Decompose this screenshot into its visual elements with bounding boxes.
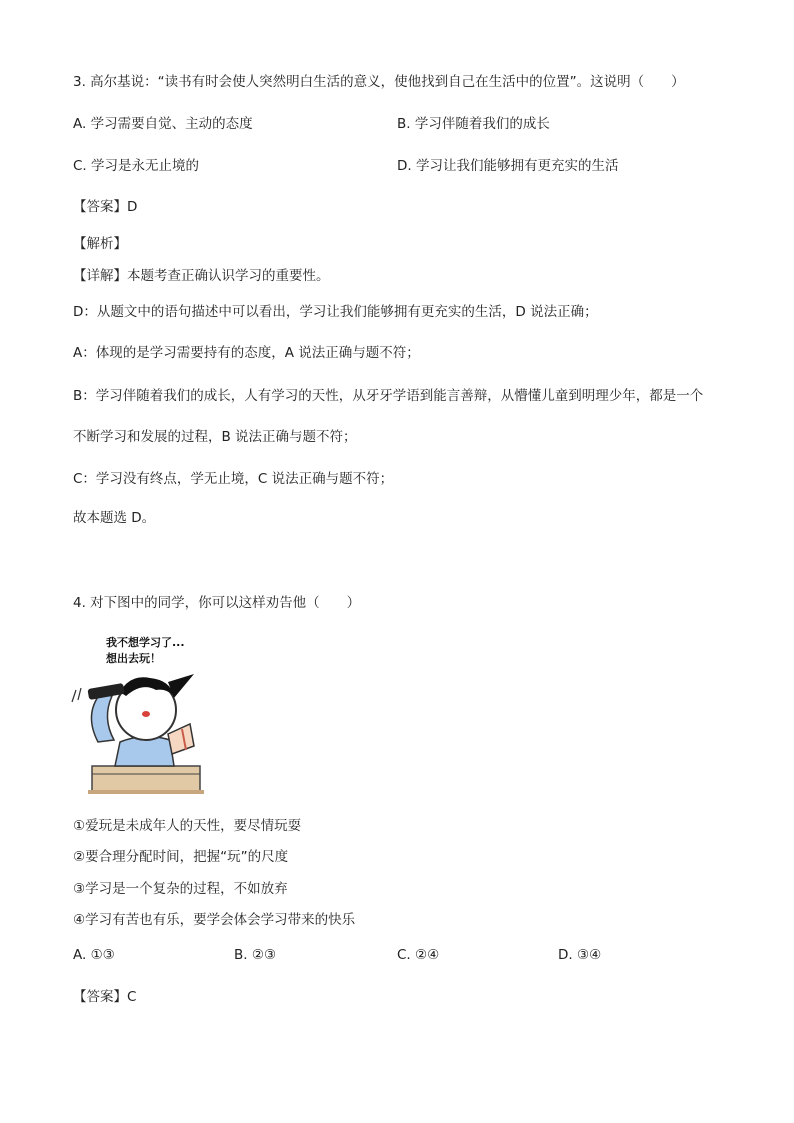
detail-label: 【详解】 (73, 268, 127, 284)
statement-2: ②要合理分配时间，把握“玩”的尺度 (73, 849, 289, 865)
detail-line (73, 267, 330, 285)
bubble-line-1: 我不想学习了... (106, 636, 185, 649)
explanation-c: C：学习没有终点，学无止境，C 说法正确与题不符； (73, 471, 394, 487)
explanation-b-cont: 不断学习和发展的过程，B 说法正确与题不符； (73, 429, 357, 445)
q3-option-a: A. 学习需要自觉、主动的态度 (73, 116, 253, 132)
conclusion: 故本题选 D。 (73, 510, 156, 526)
answer-label: 【答案】 (73, 199, 127, 215)
q4-option-c: C. ②④ (397, 947, 440, 963)
answer-value: D (127, 199, 138, 215)
answer-label: 【答案】 (73, 989, 127, 1005)
explanation-a: A：体现的是学习需要持有的态度，A 说法正确与题不符； (73, 345, 420, 361)
q3-stem: 3. 高尔基说：“读书有时会使人突然明白生活的意义，使他找到自己在生活中的位置”。这说明（ ） (73, 74, 685, 90)
q4-option-b: B. ②③ (234, 947, 277, 963)
answer-value: C (127, 989, 137, 1005)
q3-option-d: D. 学习让我们能够拥有更充实的生活 (397, 158, 619, 174)
q3-option-b: B. 学习伴随着我们的成长 (397, 116, 550, 132)
q4-option-a: A. ①③ (73, 947, 115, 963)
analysis-label: 【解析】 (73, 236, 127, 252)
q4-option-d: D. ③④ (558, 947, 602, 963)
statement-4: ④学习有苦也有乐，要学会体会学习带来的快乐 (73, 912, 356, 928)
explanation-b: B：学习伴随着我们的成长，人有学习的天性，从牙牙学语到能言善辩，从懵懂儿童到明理少年，都是一个 (73, 388, 704, 404)
bubble-line-2: 想出去玩！ (106, 652, 161, 665)
explanation-d: D：从题文中的语句描述中可以看出，学习让我们能够拥有更充实的生活，D 说法正确； (73, 304, 598, 320)
student-illustration (70, 630, 230, 802)
q4-stem: 4. 对下图中的同学，你可以这样劝告他（ ） (73, 595, 361, 611)
q4-answer-line (73, 988, 136, 1006)
statement-1: ①爱玩是未成年人的天性，要尽情玩耍 (73, 818, 302, 834)
detail-text: 本题考查正确认识学习的重要性。 (127, 268, 330, 284)
q3-option-c: C. 学习是永无止境的 (73, 158, 200, 174)
q3-answer-line (73, 198, 137, 216)
statement-3: ③学习是一个复杂的过程，不如放弃 (73, 881, 288, 897)
